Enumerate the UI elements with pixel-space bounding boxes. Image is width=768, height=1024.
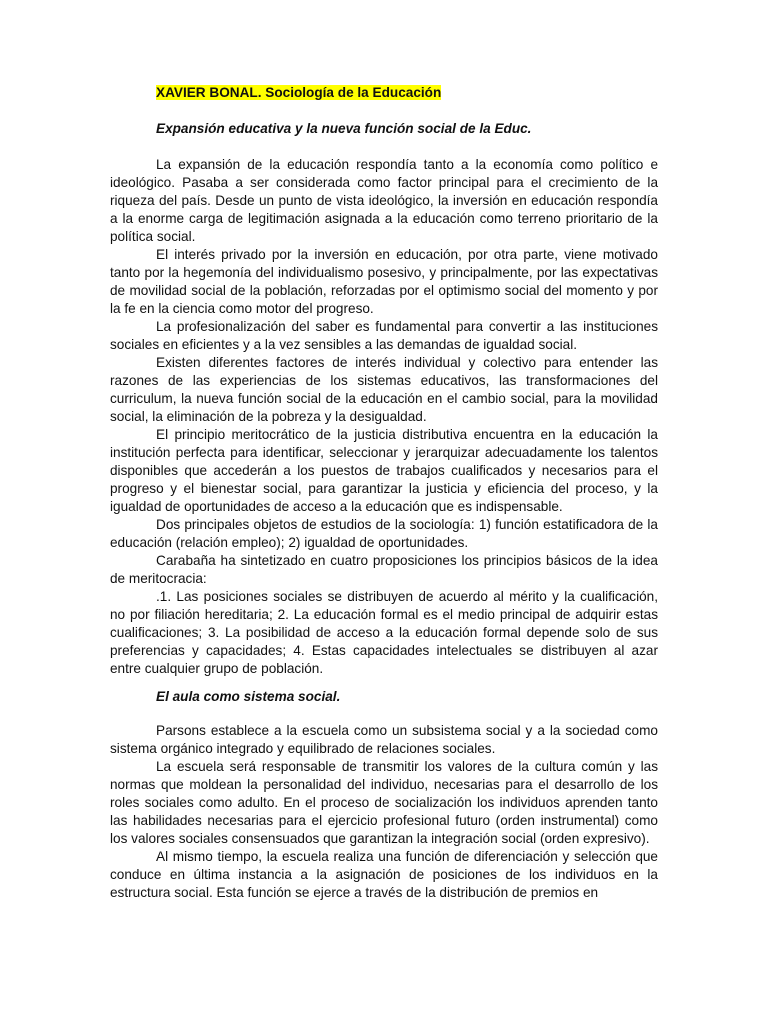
- paragraph: Existen diferentes factores de interés individual y colectivo para entender las razones de las experiencias de los sistemas educativos, las transformaciones del curriculum, la nueva función social de la educación en el cambio social, para la movilidad social, la eliminación de la pobreza y la desigualdad.: [110, 355, 658, 424]
- paragraph: La profesionalización del saber es fundamental para convertir a las instituciones sociales en eficientes y a la vez sensibles a las demandas de igualdad social.: [110, 319, 658, 352]
- document-title: [110, 84, 658, 104]
- section-heading-expansion: Expansión educativa y la nueva función social de la Educ.: [156, 121, 532, 136]
- paragraph: Carabaña ha sintetizado en cuatro proposiciones los principios básicos de la idea de meritocracia:: [110, 553, 658, 586]
- paragraph: .1. Las posiciones sociales se distribuyen de acuerdo al mérito y la cualificación, no por filiación hereditaria; 2. La educación formal es el medio principal de adquirir estas cualificaciones; 3. La posibilidad de acceso a la educación formal depende solo de sus preferencias y capacidades; 4. Estas capacidades intelectuales se distribuyen al azar entre cualquier grupo de población.: [110, 589, 658, 676]
- paragraph: Parsons establece a la escuela como un subsistema social y a la sociedad como sistema orgánico integrado y equilibrado de relaciones sociales.: [110, 723, 658, 756]
- paragraph: El principio meritocrático de la justicia distributiva encuentra en la educación la institución perfecta para identificar, seleccionar y jerarquizar adecuadamente los talentos disponibles que accederán a los puestos de trabajos cualificados y necesarios para el progreso y el bienestar social, para garantizar la justicia y eficiencia del proceso, y la igualdad de oportunidades de acceso a la educación que es indispensable.: [110, 427, 658, 514]
- paragraph: El interés privado por la inversión en educación, por otra parte, viene motivado tanto por la hegemonía del individualismo posesivo, y principalmente, por las expectativas de movilidad social de la población, reforzadas por el optimismo social del momento y por la fe en la ciencia como motor del progreso.: [110, 247, 658, 316]
- paragraph: La escuela será responsable de transmitir los valores de la cultura común y las normas que moldean la personalidad del individuo, necesarias para el desarrollo de los roles sociales como adulto. En el proceso de socialización los individuos aprenden tanto las habilidades necesarias para el ejercicio profesional futuro (orden instrumental) como los valores sociales consensuados que garantizan la integración social (orden expresivo).: [110, 759, 658, 846]
- section-heading-aula: El aula como sistema social.: [156, 689, 341, 704]
- paragraph: Al mismo tiempo, la escuela realiza una función de diferenciación y selección que conduce en última instancia a la asignación de posiciones de los individuos en la estructura social. Esta función se ejerce a través de la distribución de premios en: [110, 849, 658, 900]
- paragraph: La expansión de la educación respondía tanto a la economía como político e ideológico. Pasaba a ser considerada como factor principal para el crecimiento de la riqueza del país. Desde un punto de vista ideológico, la inversión en educación respondía a la enorme carga de legitimación asignada a la educación como terreno prioritario de la política social.: [110, 157, 658, 244]
- highlighted-title: XAVIER BONAL. Sociología de la Educación: [156, 85, 442, 100]
- paragraph: Dos principales objetos de estudios de la sociología: 1) función estatificadora de la educación (relación empleo); 2) igualdad de oportunidades.: [110, 517, 658, 550]
- document-body: [110, 84, 658, 902]
